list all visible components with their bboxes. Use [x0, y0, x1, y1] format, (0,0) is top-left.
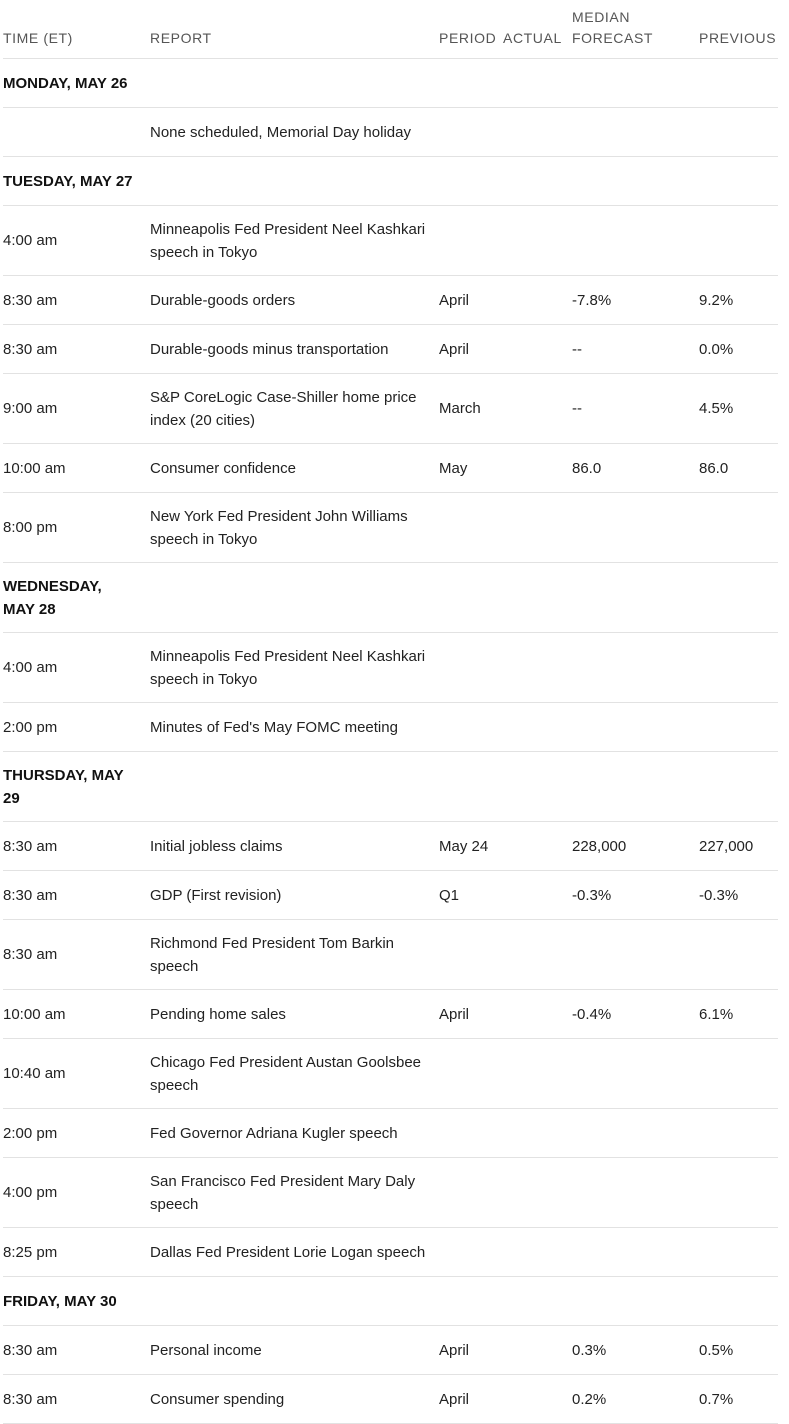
table-body	[3, 59, 778, 1424]
table-row	[3, 1039, 778, 1109]
time-cell: 2:00 pm	[3, 1124, 58, 1142]
time-cell: 8:25 pm	[3, 1243, 58, 1261]
table-row	[3, 206, 778, 276]
day-header-row	[3, 1277, 778, 1326]
report-cell: GDP (First revision)	[150, 886, 282, 904]
time-cell: 8:30 am	[3, 340, 58, 358]
time-cell: 8:30 am	[3, 837, 58, 855]
header-report: REPORT	[150, 30, 212, 46]
header-time: TIME (ET)	[3, 30, 73, 46]
table-row	[3, 444, 778, 493]
day-header-row	[3, 59, 778, 108]
time-cell: 8:30 am	[3, 946, 58, 963]
table-row	[3, 108, 778, 157]
report-cell: Chicago Fed President Austan Goolsbee speech	[150, 1053, 422, 1094]
period-cell: April	[439, 340, 470, 358]
forecast-cell: 86.0	[572, 459, 602, 477]
time-cell: 10:00 am	[3, 459, 66, 477]
forecast-cell: --	[572, 400, 582, 417]
report-cell: Personal income	[150, 1341, 262, 1359]
day-label: TUESDAY, MAY 27	[3, 172, 133, 190]
report-cell: Consumer spending	[150, 1390, 285, 1408]
day-label: MONDAY, MAY 26	[3, 74, 128, 92]
forecast-cell: 0.2%	[572, 1390, 607, 1408]
report-cell: Minutes of Fed's May FOMC meeting	[150, 718, 398, 736]
time-cell: 10:40 am	[3, 1065, 66, 1082]
report-cell: New York Fed President John Williams speech in Tokyo	[150, 507, 408, 548]
day-header-row	[3, 157, 778, 206]
header-actual: ACTUAL	[503, 30, 562, 46]
table-row	[3, 1326, 778, 1375]
previous-cell: 0.7%	[699, 1390, 734, 1408]
report-cell: Dallas Fed President Lorie Logan speech	[150, 1243, 426, 1261]
previous-cell: 0.5%	[699, 1341, 734, 1359]
table-header	[3, 0, 778, 59]
table-row	[3, 871, 778, 920]
table-row	[3, 1109, 778, 1158]
forecast-cell: -0.4%	[572, 1005, 612, 1023]
time-cell: 4:00 am	[3, 232, 58, 249]
report-cell: Consumer confidence	[150, 459, 296, 477]
report-cell: Durable-goods orders	[150, 291, 296, 309]
time-cell: 9:00 am	[3, 400, 58, 417]
header-forecast-line1: MEDIAN	[572, 9, 631, 25]
period-cell: May 24	[439, 837, 489, 855]
period-cell: May	[439, 459, 468, 477]
report-cell: Initial jobless claims	[150, 837, 283, 855]
previous-cell: 0.0%	[699, 340, 734, 358]
header-forecast	[572, 7, 699, 49]
time-cell: 2:00 pm	[3, 718, 58, 736]
day-label: WEDNESDAY, MAY 28	[3, 577, 102, 618]
previous-cell: 4.5%	[699, 400, 734, 417]
time-cell: 8:30 am	[3, 291, 58, 309]
table-row	[3, 493, 778, 563]
time-cell: 8:30 am	[3, 1341, 58, 1359]
forecast-cell: 0.3%	[572, 1341, 607, 1359]
report-cell: Minneapolis Fed President Neel Kashkari speech in Tokyo	[150, 647, 426, 688]
report-cell: Pending home sales	[150, 1005, 286, 1023]
header-period: PERIOD	[439, 30, 497, 46]
time-cell: 10:00 am	[3, 1005, 66, 1023]
header-previous: PREVIOUS	[699, 30, 777, 46]
forecast-cell: 228,000	[572, 837, 627, 855]
day-label: FRIDAY, MAY 30	[3, 1292, 117, 1310]
previous-cell: 227,000	[699, 837, 754, 855]
table-row	[3, 276, 778, 325]
table-row	[3, 1158, 778, 1228]
table-row	[3, 374, 778, 444]
forecast-cell: --	[572, 340, 582, 358]
period-cell: April	[439, 1390, 470, 1408]
report-cell: None scheduled, Memorial Day holiday	[150, 123, 411, 141]
table-row	[3, 633, 778, 703]
table-row	[3, 1228, 778, 1277]
forecast-cell: -7.8%	[572, 291, 612, 309]
table-row	[3, 703, 778, 752]
report-cell: Richmond Fed President Tom Barkin speech	[150, 934, 394, 975]
previous-cell: 6.1%	[699, 1005, 734, 1023]
forecast-cell: -0.3%	[572, 886, 612, 904]
time-cell: 8:30 am	[3, 1390, 58, 1408]
report-cell: Durable-goods minus transportation	[150, 340, 389, 358]
table-row	[3, 1375, 778, 1424]
report-cell: S&P CoreLogic Case-Shiller home price index (20 cities)	[150, 388, 417, 429]
table-row	[3, 990, 778, 1039]
day-label: THURSDAY, MAY 29	[3, 766, 124, 807]
time-cell: 8:00 pm	[3, 519, 58, 536]
day-header-row	[3, 752, 778, 822]
time-cell: 4:00 pm	[3, 1184, 58, 1201]
day-header-row	[3, 563, 778, 633]
period-cell: April	[439, 1341, 470, 1359]
table-row	[3, 822, 778, 871]
period-cell: Q1	[439, 886, 460, 904]
period-cell: April	[439, 291, 470, 309]
previous-cell: 9.2%	[699, 291, 734, 309]
previous-cell: 86.0	[699, 459, 729, 477]
previous-cell: -0.3%	[699, 886, 739, 904]
period-cell: March	[439, 400, 481, 417]
economic-calendar-table	[3, 0, 778, 1424]
report-cell: Fed Governor Adriana Kugler speech	[150, 1124, 398, 1142]
table-row	[3, 920, 778, 990]
header-forecast-line2: FORECAST	[572, 30, 654, 46]
report-cell: Minneapolis Fed President Neel Kashkari speech in Tokyo	[150, 220, 426, 261]
table-row	[3, 325, 778, 374]
report-cell: San Francisco Fed President Mary Daly speech	[150, 1172, 416, 1213]
time-cell: 4:00 am	[3, 659, 58, 676]
period-cell: April	[439, 1005, 470, 1023]
time-cell: 8:30 am	[3, 886, 58, 904]
